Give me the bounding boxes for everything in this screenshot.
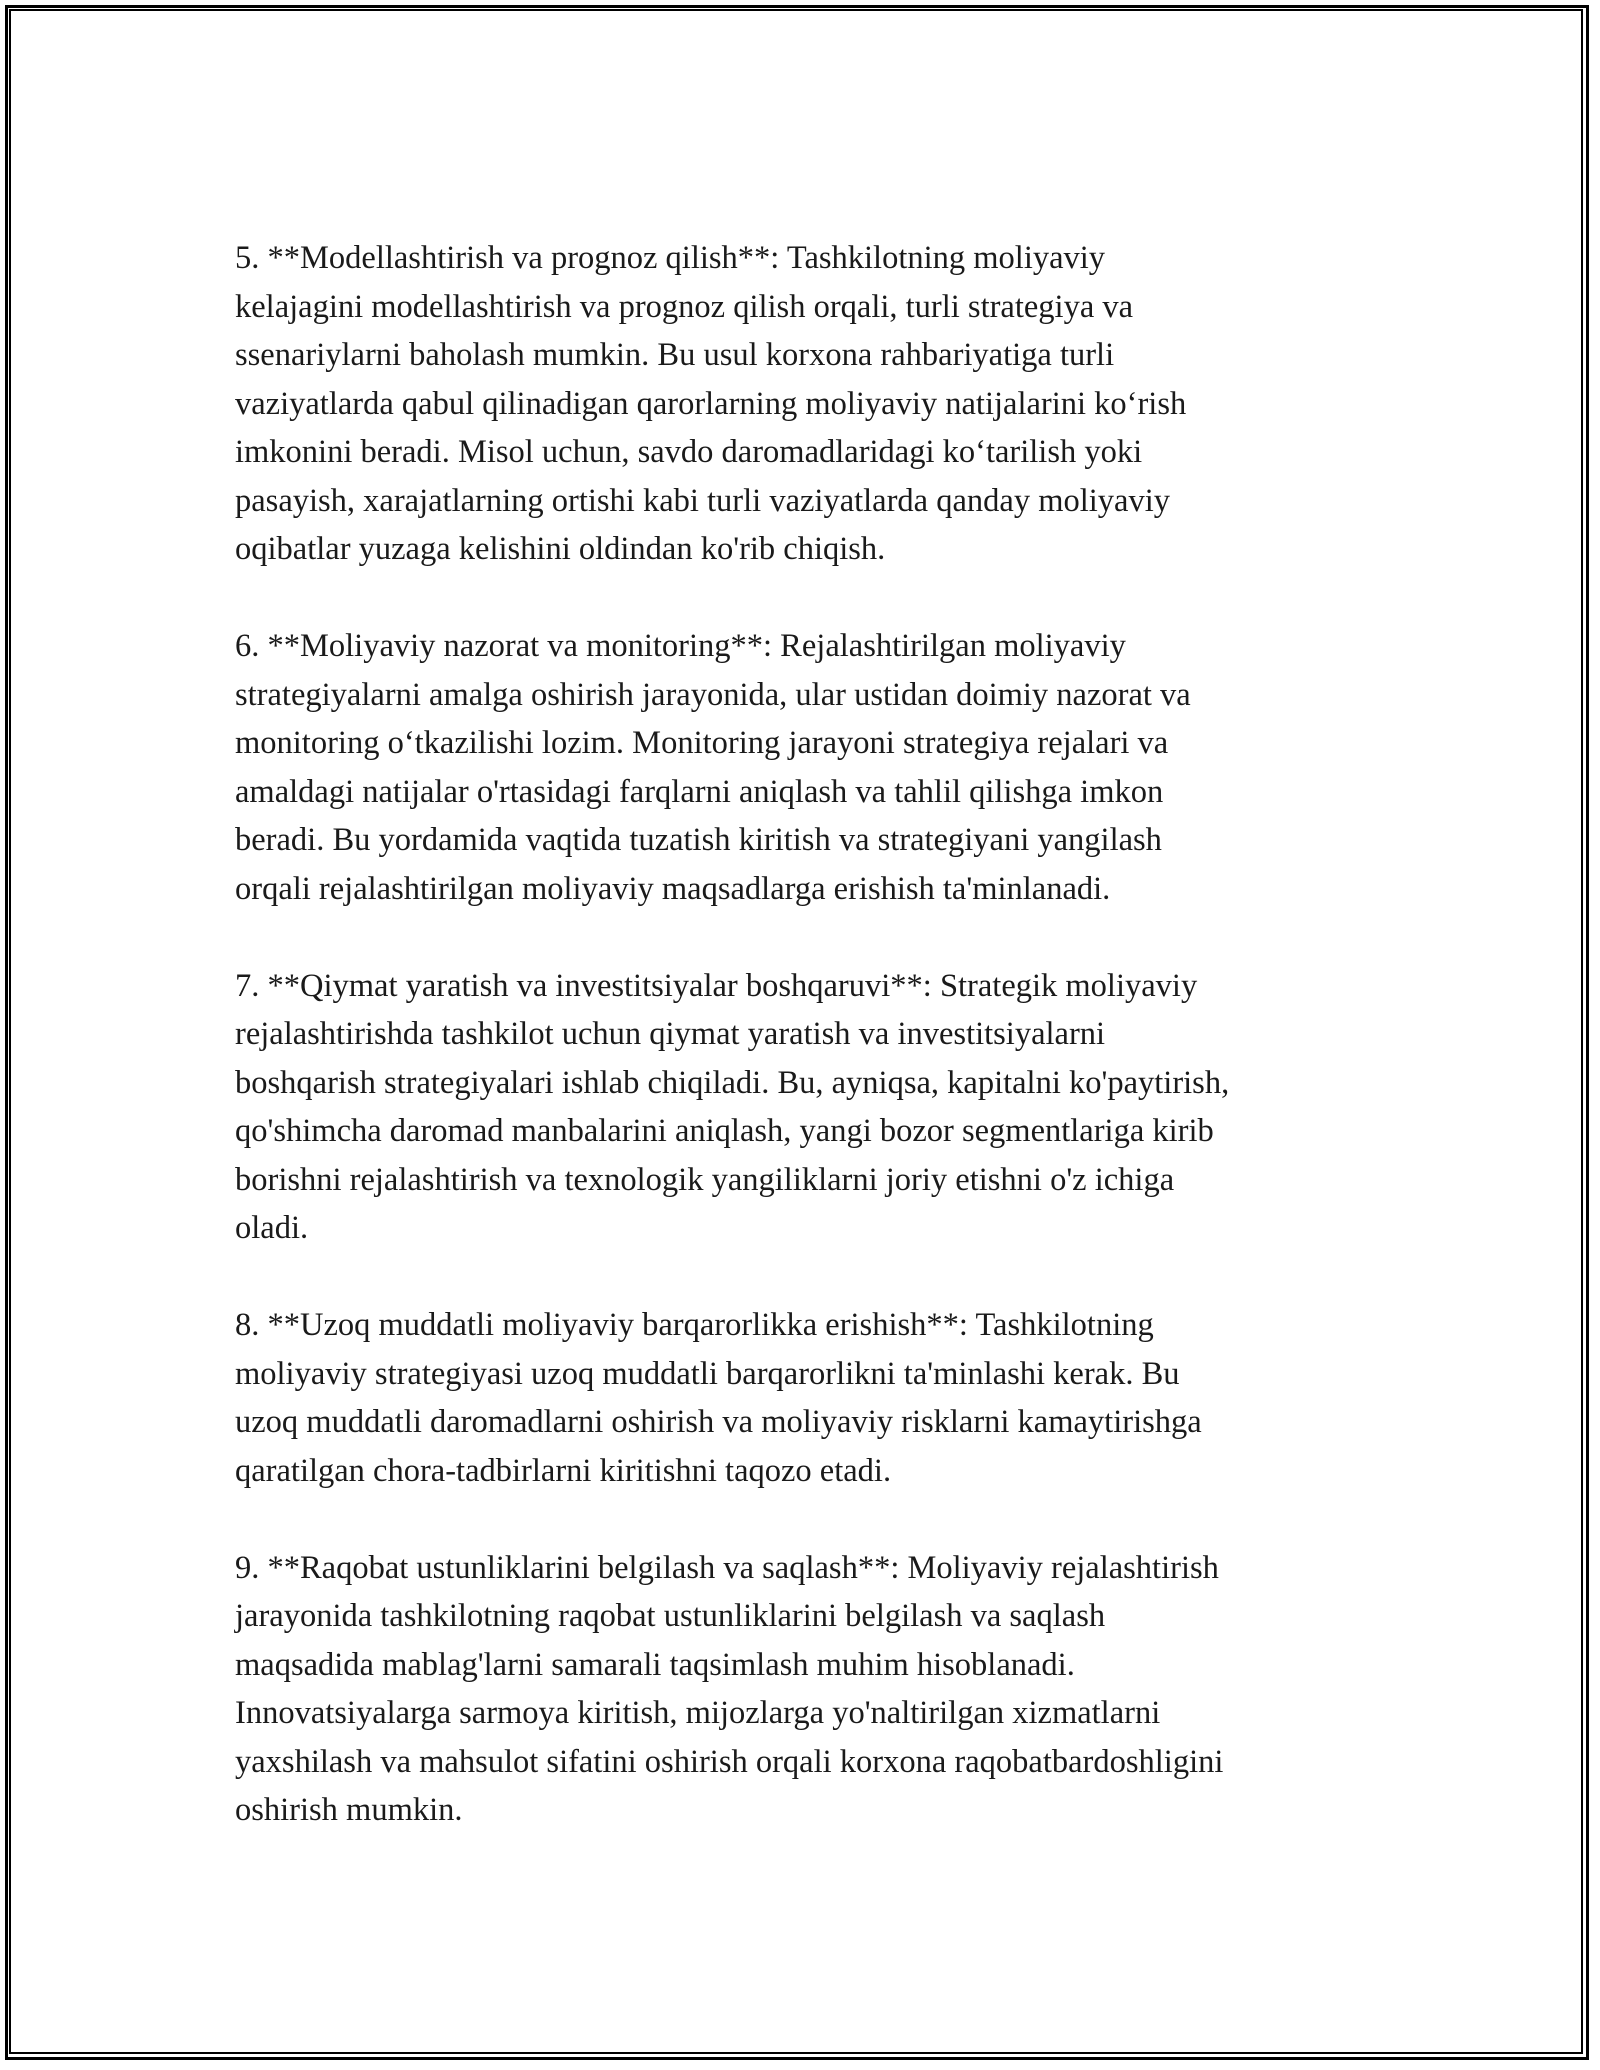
paragraph-5-modelling-forecasting: 5. **Modellashtirish va prognoz qilish**: Tashkilotning moliyaviy kelajagini modellashtirish va prognoz qilish orqali, turli strategiya va ssenariylarni baholash mumkin. Bu usul korxona rahbariyatiga turli vaziyatlarda qabul qilinadigan qarorlarning moliyaviy natijalarini koʻrish imkonini beradi. Misol uchun, savdo daromadlaridagi koʻtarilish yoki pasayish, xarajatlarning ortishi kabi turli vaziyatlarda qanday moliyaviy oqibatlar yuzaga kelishini oldindan ko'rib chiqish.	[235, 240, 1187, 567]
paragraph-7-value-creation: 7. **Qiymat yaratish va investitsiyalar boshqaruvi**: Strategik moliyaviy rejalashtirishda tashkilot uchun qiymat yaratish va investitsiyalarni boshqarish strategiyalari ishlab chiqiladi. Bu, ayniqsa, kapitalni ko'paytirish, qo'shimcha daromad manbalarini aniqlash, yangi bozor segmentlariga kirib borishni rejalashtirish va texnologik yangiliklarni joriy etishni o'z ichiga oladi.	[235, 967, 1230, 1246]
document-body	[235, 234, 1385, 1835]
paragraph-8-long-term-stability: 8. **Uzoq muddatli moliyaviy barqarorlikka erishish**: Tashkilotning moliyaviy strategiyasi uzoq muddatli barqarorlikni ta'minlashi kerak. Bu uzoq muddatli daromadlarni oshirish va moliyaviy risklarni kamaytirishga qaratilgan chora-tadbirlarni kiritishni taqozo etadi.	[235, 1307, 1202, 1489]
paragraph-9-competitive-advantage: 9. **Raqobat ustunliklarini belgilash va saqlash**: Moliyaviy rejalashtirish jarayonida tashkilotning raqobat ustunliklarini belgilash va saqlash maqsadida mablag'larni samarali taqsimlash muhim hisoblanadi. Innovatsiyalarga sarmoya kiritish, mijozlarga yo'naltirilgan xizmatlarni yaxshilash va mahsulot sifatini oshirish orqali korxona raqobatbardoshligini oshirish mumkin.	[235, 1549, 1224, 1828]
paragraph-6-financial-control: 6. **Moliyaviy nazorat va monitoring**: Rejalashtirilgan moliyaviy strategiyalarni amalga oshirish jarayonida, ular ustidan doimiy nazorat va monitoring oʻtkazilishi lozim. Monitoring jarayoni strategiya rejalari va amaldagi natijalar o'rtasidagi farqlarni aniqlash va tahlil qilishga imkon beradi. Bu yordamida vaqtida tuzatish kiritish va strategiyani yangilash orqali rejalashtirilgan moliyaviy maqsadlarga erishish ta'minlanadi.	[235, 628, 1191, 907]
